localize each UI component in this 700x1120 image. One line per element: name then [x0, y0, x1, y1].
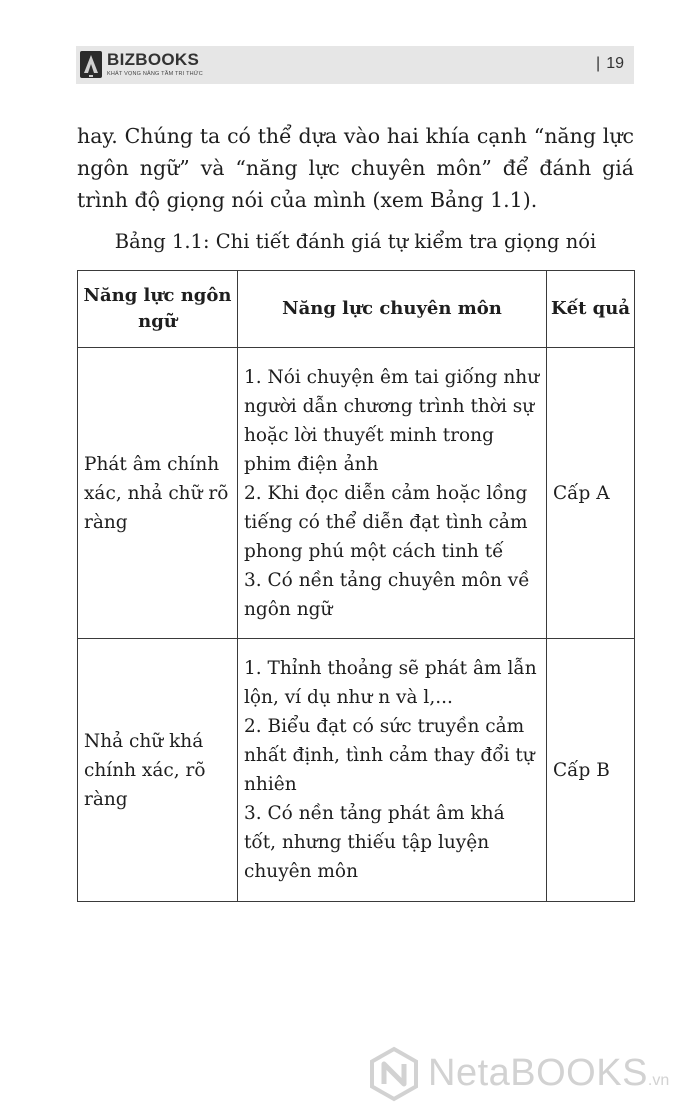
- criterion-item: 3. Có nền tảng chuyên môn về ngôn ngữ: [244, 569, 530, 620]
- bizbooks-logo-icon: [80, 51, 102, 78]
- watermark-brand: NetaBOOKS: [428, 1052, 648, 1094]
- running-header: [76, 46, 634, 84]
- cell-language-ability: Nhả chữ khá chính xác, rõ ràng: [78, 639, 238, 902]
- watermark: [366, 1046, 686, 1102]
- body-paragraph: hay. Chúng ta có thể dựa vào hai khía cạnh “năng lực ngôn ngữ” và “năng lực chuyên môn” để đánh giá trình độ giọng nói của mình (xem Bảng 1.1).: [77, 124, 634, 212]
- cell-professional-ability: [238, 348, 547, 639]
- cell-result: Cấp A: [547, 348, 635, 639]
- criterion-item: 2. Khi đọc diễn cảm hoặc lồng tiếng có thể diễn đạt tình cảm phong phú một cách tinh tế: [244, 482, 528, 562]
- cell-professional-ability: [238, 639, 547, 902]
- table-row: [78, 348, 635, 639]
- criterion-item: 1. Nói chuyện êm tai giống như người dẫn chương trình thời sự hoặc lời thuyết minh trong phim điện ảnh: [244, 366, 540, 475]
- page-number: | 19: [596, 55, 624, 72]
- table-header-row: [78, 271, 635, 348]
- criterion-item: 2. Biểu đạt có sức truyền cảm nhất định, tình cảm thay đổi tự nhiên: [244, 716, 535, 795]
- cell-language-ability: Phát âm chính xác, nhả chữ rõ ràng: [78, 348, 238, 639]
- header-language-ability: Năng lực ngôn ngữ: [78, 271, 238, 348]
- criterion-item: 3. Có nền tảng phát âm khá tốt, nhưng thiếu tập luyện chuyên môn: [244, 803, 505, 882]
- table-caption: Bảng 1.1: Chi tiết đánh giá tự kiểm tra giọng nói: [114, 230, 597, 253]
- table-row: [78, 639, 635, 902]
- watermark-suffix: .vn: [647, 1072, 670, 1089]
- netabooks-logo-icon: [366, 1046, 422, 1102]
- watermark-text: [428, 1052, 669, 1095]
- header-result: Kết quả: [547, 271, 635, 348]
- cell-result: Cấp B: [547, 639, 635, 902]
- publisher-logo: [80, 49, 203, 81]
- page-number-value: 19: [606, 55, 624, 72]
- publisher-brand: BIZBOOKS: [107, 50, 200, 69]
- criterion-item: 1. Thỉnh thoảng sẽ phát âm lẫn lộn, ví dụ như n và l,...: [244, 658, 537, 708]
- header-professional-ability: Năng lực chuyên môn: [238, 271, 547, 348]
- publisher-tagline: KHÁT VỌNG NÂNG TẦM TRI THỨC: [107, 71, 203, 77]
- self-assessment-table: [77, 270, 635, 902]
